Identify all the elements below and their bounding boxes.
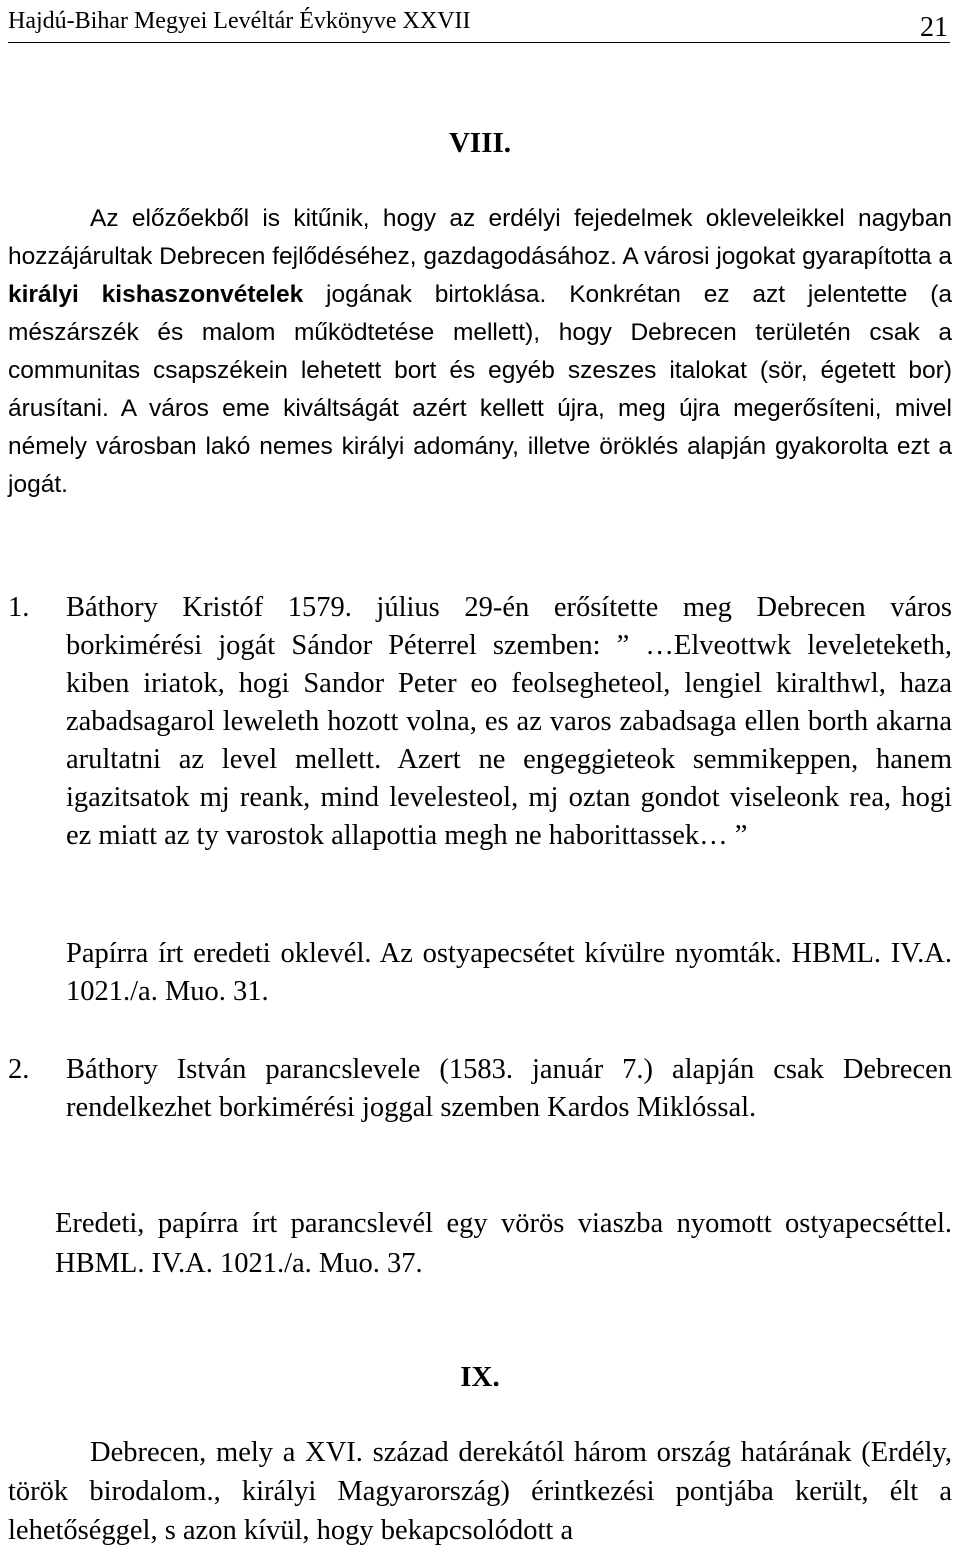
paragraph-bold-term: királyi kishaszonvételek bbox=[8, 281, 304, 308]
journal-title: Hajdú-Bihar Megyei Levéltár Évkönyve XXVII bbox=[8, 8, 471, 34]
section-heading-8: VIII. bbox=[448, 127, 512, 159]
list-item-number: 1. bbox=[8, 592, 30, 623]
paragraph-text: Debrecen, mely a XVI. század derekától három ország határának (Erdély, török birodalom., királyi Magyarország) érintkezési pontjába került, élt a lehetőséggel, s azon kívül, hogy bekapcsolódott a bbox=[8, 1437, 952, 1546]
paragraph-text-start: Az előzőekből is kitűnik, hogy az erdélyi fejedelmek okleveleikkel nagyban hozzájárultak Debrecen fejlődéséhez, gazdagodásához. A városi jogokat gyarapította a bbox=[8, 205, 952, 270]
list-item-1 bbox=[8, 589, 952, 855]
page-number: 21 bbox=[920, 12, 948, 43]
source-note-1: Papírra írt eredeti oklevél. Az ostyapecsétet kívülre nyomták. HBML. IV.A. 1021./a. Muo. 31. bbox=[66, 938, 952, 1007]
list-item-2 bbox=[8, 1051, 952, 1127]
paragraph-text-end: jogának birtoklása. Konkrétan ez azt jelentette (a mészárszék és malom működtetése mellett), hogy Debrecen területén csak a communitas csapszékein lehetett bort és egyéb szeszes italokat (sör, égetett bor) árusítani. A város eme kiváltságát azért kellett újra, meg újra megerősíteni, mivel némely városban lakó nemes királyi adomány, illetve öröklés alapján gyakorolta ezt a jogát. bbox=[8, 281, 952, 498]
section9-paragraph bbox=[8, 1433, 952, 1550]
running-header bbox=[8, 6, 950, 43]
source-note-2: Eredeti, papírra írt parancslevél egy vörös viaszba nyomott ostyapecséttel. HBML. IV.A. 1021./a. Muo. 37. bbox=[55, 1208, 952, 1279]
list-item-text: Báthory István parancslevele (1583. január 7.) alapján csak Debrecen rendelkezhet borkimérési joggal szemben Kardos Miklóssal. bbox=[66, 1054, 952, 1123]
list-item-text: Báthory Kristóf 1579. július 29-én erősítette meg Debrecen város borkimérési jogát Sándor Péterrel szemben: ” …Elveottwk leveleteketh, kiben iriatok, hogi Sandor Peter eo feolsegheteol, lengiel kiralthwl, haza zabadsagarol leweleth hozott volna, es az varos zabadsaga ellen borth akarna arultatni az level mellett. Azert ne engeggieteok semmikeppen, hanem igazitsatok mj reank, mind levelesteol, mj oztan gondot viseleonk rea, hogi ez miatt az ty varostok allapottia megh ne haborittassek… ” bbox=[66, 592, 952, 851]
section-heading-9: IX. bbox=[460, 1361, 500, 1393]
list-item-number: 2. bbox=[8, 1054, 30, 1085]
section8-paragraph bbox=[8, 200, 952, 504]
